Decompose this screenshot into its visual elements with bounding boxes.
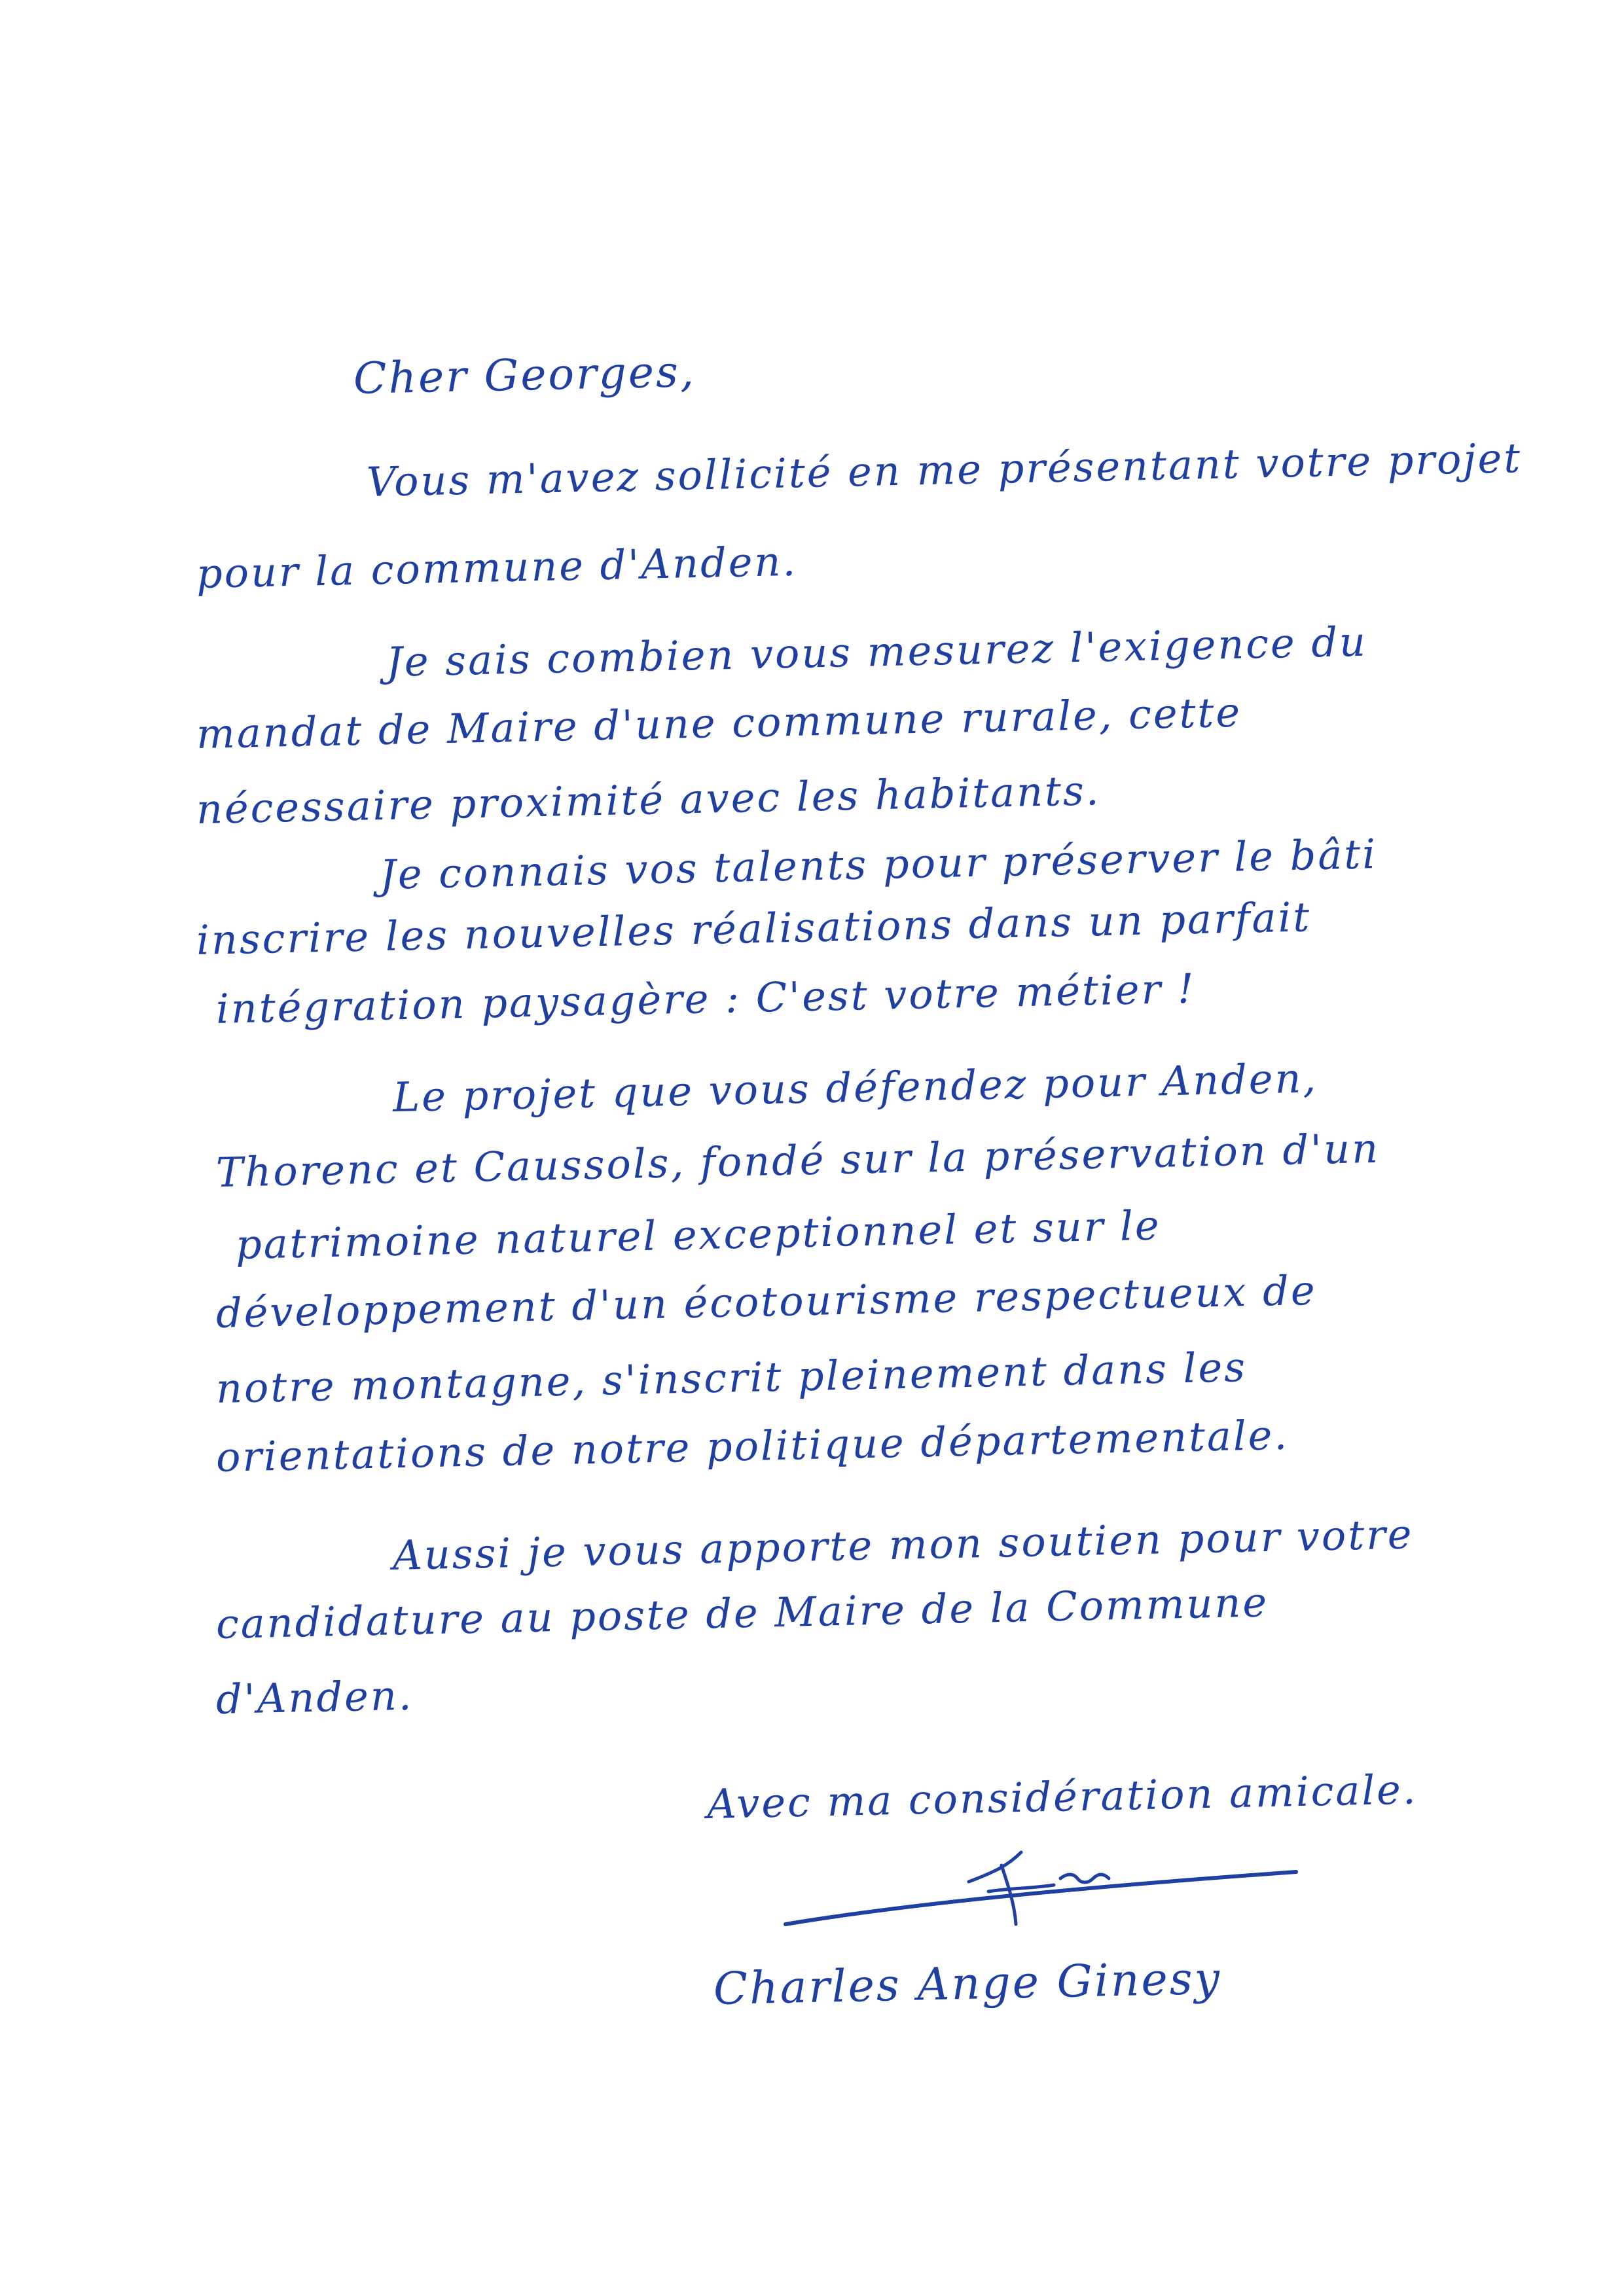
letter-line: développement d'un écotourisme respectueux de xyxy=(215,1266,1318,1337)
letter-line: Thorenc et Caussols, fondé sur la préservation d'un xyxy=(215,1124,1380,1196)
letter-line: Le projet que vous défendez pour Anden, xyxy=(392,1054,1318,1121)
letter-line: d'Anden. xyxy=(215,1671,414,1723)
letter-line: pour la commune d'Anden. xyxy=(196,537,798,598)
letter-line: Je connais vos talents pour préserver le bâti xyxy=(379,830,1378,899)
letter-line: Je sais combien vous mesurez l'exigence du xyxy=(386,617,1368,686)
letter-line: Aussi je vous apporte mon soutien pour votre xyxy=(392,1510,1415,1579)
signature-mark xyxy=(772,1826,1335,1957)
letter-line: inscrire les nouvelles réalisations dans un parfait xyxy=(196,893,1312,964)
letter-line: Vous m'avez sollicité en me présentant votre projet xyxy=(366,434,1523,506)
letter-line: candidature au poste de Maire de la Commune xyxy=(215,1578,1269,1648)
letter-line: notre montagne, s'inscrit pleinement dans les xyxy=(215,1343,1248,1412)
letter-line: nécessaire proximité avec les habitants. xyxy=(196,766,1102,833)
letter-line: patrimoine naturel exceptionnel et sur le xyxy=(235,1201,1162,1268)
letter-line: orientations de notre politique départementale. xyxy=(215,1410,1290,1481)
letter-line: mandat de Maire d'une commune rurale, cette xyxy=(196,688,1242,758)
closing: Avec ma considération amicale. xyxy=(706,1765,1418,1828)
salutation: Cher Georges, xyxy=(353,346,696,404)
letter-line: intégration paysagère : C'est votre métier ! xyxy=(215,964,1197,1033)
signatory-name: Charles Ange Ginesy xyxy=(713,1952,1222,2015)
